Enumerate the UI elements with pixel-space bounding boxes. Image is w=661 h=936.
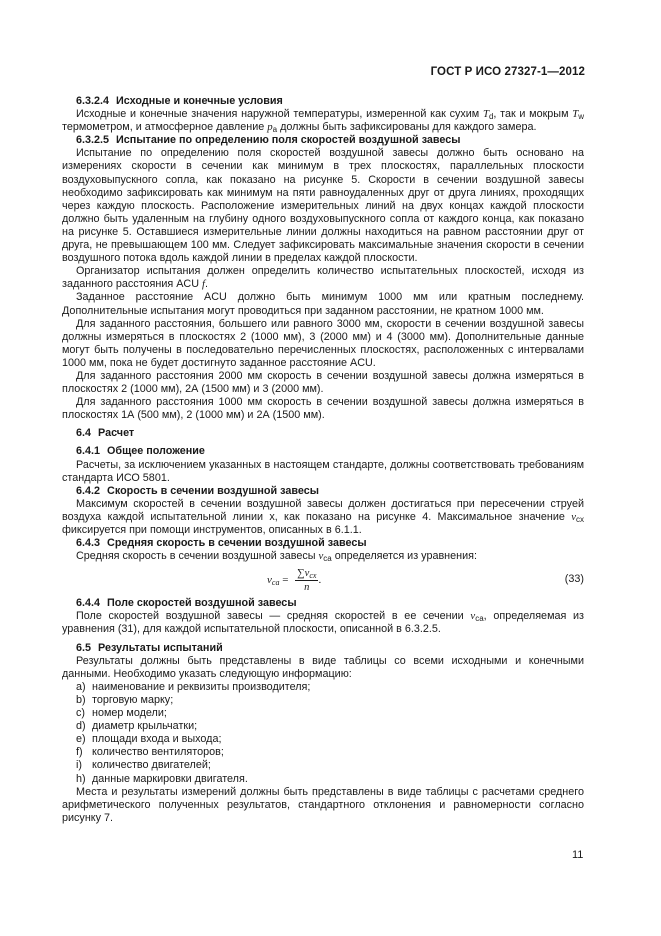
- paragraph: Для заданного расстояния 1000 мм скорость в сечении воздушной завесы должна измеряться в плоскостях 1А (500 мм), 2 (1000 мм) и 2А (1500 мм).: [62, 396, 584, 422]
- text-fragment: Исходные и конечные значения наружной температуры, измеренной как сухим: [76, 108, 480, 121]
- paragraph: Расчеты, за исключением указанных в настоящем стандарте, должны соответствовать требованиям стандарта ИСО 5801.: [62, 458, 584, 484]
- symbol-subscript: ca: [323, 554, 332, 564]
- info-list: [62, 681, 584, 786]
- paragraph: Испытание по определению поля скоростей воздушной завесы должно быть основано на измерениях скорости в сечении как минимум в трех плоскостях, параллельных плоскости воздуховыпускного сопла, как показано на рисунке 5. Скорости в сечении воздушной завесы необходимо зафиксировать как минимум на пяти равноудаленных друг от друга линиях, проходящих через каждую плоскость. Расположение измерительных линий на двух концах каждой плоскости должно быть удаленным на глубину одного воздуховыпускного сопла от каждого конца, как показано на рисунке 5. Оставшиеся измерительные линии должны находиться на равном расстоянии друг от друга, не превышающем 100 мм. Следует зафиксировать максимальные значения скорости в сечении воздушного потока вдоль каждой линии в пределах каждой плоскости.: [62, 147, 584, 265]
- paragraph: [62, 498, 584, 537]
- section-heading: [62, 445, 584, 458]
- paragraph: Для заданного расстояния, большего или равного 3000 мм, скорости в сечении воздушной завесы должны измеряться в плоскостях 2 (1000 мм), 3 (2000 мм) и 4 (3000 мм). Дополнительные данные могут быть получены в последовательно перечисленных плоскостях, расположенных с интервалами 1000 мм, пока не будет достигнуто заданное расстояние ACU.: [62, 317, 584, 369]
- section-title: Испытание по определению поля скоростей воздушной завесы: [116, 134, 461, 147]
- section-number: 6.4.2: [76, 484, 101, 497]
- text-fragment: .: [205, 278, 209, 291]
- fraction-denominator: n: [304, 582, 310, 594]
- section-title: Средняя скорость в сечении воздушной завесы: [107, 537, 367, 550]
- section-title: Общее положение: [107, 445, 205, 458]
- section-number: 6.4: [76, 427, 92, 440]
- text-fragment: Поле скоростей воздушной завесы — средняя скоростей в ее сечении: [76, 610, 464, 623]
- list-item: [76, 681, 584, 694]
- text-fragment: термометром, и атмосферное давление: [62, 121, 265, 134]
- symbol: f: [202, 278, 206, 291]
- list-item: [76, 733, 584, 746]
- list-item: [76, 759, 584, 772]
- equation-lhs: v: [267, 574, 272, 587]
- document-body: [62, 95, 584, 825]
- section-heading: [62, 95, 584, 108]
- numerator-text: ∑v: [297, 568, 310, 580]
- symbol: T: [572, 108, 579, 121]
- paragraph: [62, 610, 584, 636]
- list-item-text: количество двигателей;: [92, 759, 211, 772]
- list-item-text: номер модели;: [92, 707, 167, 720]
- paragraph: [62, 108, 584, 134]
- list-marker: h): [76, 772, 86, 785]
- list-item-text: площади входа и выхода;: [92, 733, 222, 746]
- section-heading: [62, 642, 584, 655]
- section-title: Исходные и конечные условия: [116, 95, 283, 107]
- list-marker: e): [76, 733, 86, 746]
- symbol: v: [318, 550, 324, 563]
- text-fragment: , так и мокрым: [493, 108, 569, 121]
- numerator-subscript: cx: [309, 571, 317, 581]
- section-title: Расчет: [98, 427, 135, 440]
- list-marker: c): [76, 707, 85, 720]
- list-marker: b): [76, 693, 86, 706]
- symbol: p: [267, 121, 273, 134]
- list-marker: f): [76, 746, 83, 759]
- symbol-subscript: a: [272, 125, 278, 135]
- list-item-text: торговую марку;: [92, 693, 174, 706]
- section-title: Результаты испытаний: [98, 641, 223, 654]
- list-item: [76, 746, 584, 759]
- text-fragment: , определяемая из уравнения (31), для каждой испытательной плоскости, описанной в 6.3.2.5.: [62, 610, 585, 636]
- section-number: 6.4.1: [76, 445, 101, 458]
- section-heading: [62, 597, 584, 610]
- equation: [62, 565, 584, 593]
- paragraph: Для заданного расстояния 2000 мм скорость в сечении воздушной завесы должна измеряться в плоскостях 2 (1000 мм), 2А (1500 мм) и 3 (2000 мм).: [62, 369, 584, 396]
- symbol-subscript: w: [578, 112, 585, 122]
- text-fragment: определяется из уравнения:: [334, 550, 477, 563]
- text-fragment: должны быть зафиксированы для каждого замера.: [280, 121, 537, 134]
- symbol: v: [470, 610, 476, 623]
- section-heading: [62, 537, 584, 550]
- list-marker: d): [76, 720, 86, 733]
- paragraph: Результаты должны быть представлены в виде таблицы со всеми исходными и конечными данными. Необходимо указать следующую информацию:: [62, 654, 584, 680]
- text-fragment: Максимум скоростей в сечении воздушной завесы должен достигаться при пересечении струей воздуха каждой испытательной линии x, как показано на рисунке 4. Максимальное значение: [62, 497, 584, 523]
- symbol-subscript: cx: [576, 514, 584, 524]
- paragraph: [62, 265, 584, 291]
- equals-sign: =: [282, 574, 289, 587]
- document-header: ГОСТ Р ИСО 27327-1—2012: [430, 66, 585, 78]
- section-number: 6.5: [76, 641, 92, 654]
- fraction: [295, 567, 318, 594]
- page-number: 11: [572, 849, 584, 861]
- symbol-subscript: ca: [475, 614, 484, 624]
- list-item: [76, 694, 584, 707]
- text-fragment: фиксируется при помощи инструментов, описанных в 6.1.1.: [62, 524, 362, 536]
- list-item-text: количество вентиляторов;: [92, 746, 224, 759]
- list-marker: i): [76, 759, 82, 772]
- list-item: [76, 707, 584, 720]
- section-number: 6.4.4: [76, 597, 101, 610]
- list-item: [76, 720, 584, 733]
- fraction-numerator: [295, 567, 318, 581]
- section-number: 6.4.3: [76, 537, 101, 550]
- list-marker: a): [76, 680, 86, 693]
- section-title: Поле скоростей воздушной завесы: [107, 597, 297, 610]
- section-number: 6.3.2.5: [76, 134, 110, 147]
- section-heading: [62, 485, 584, 498]
- section-number: 6.3.2.4: [76, 95, 110, 107]
- paragraph: [62, 550, 584, 563]
- symbol: T: [482, 108, 489, 121]
- section-title: Скорость в сечении воздушной завесы: [107, 484, 319, 497]
- text-fragment: Организатор испытания должен определить количество испытательных плоскостей, исходя из заданного расстояния ACU: [62, 265, 584, 291]
- paragraph: Заданное расстояние ACU должно быть минимум 1000 мм или кратным последнему. Дополнительные испытания могут проводиться при заданном расстоянии, не кратном 1000 мм.: [62, 291, 584, 317]
- list-item: [76, 773, 584, 786]
- list-item-text: наименование и реквизиты производителя;: [92, 680, 311, 693]
- equation-body: [267, 567, 321, 594]
- equation-lhs-subscript: ca: [271, 578, 280, 588]
- list-item-text: данные маркировки двигателя.: [92, 772, 248, 785]
- text-fragment: Средняя скорость в сечении воздушной завесы: [76, 550, 316, 563]
- equation-number: (33): [564, 573, 584, 586]
- list-item-text: диаметр крыльчатки;: [92, 720, 198, 733]
- section-heading: [62, 134, 584, 147]
- paragraph: Места и результаты измерений должны быть представлены в виде таблицы с расчетами среднего арифметического полученных результатов, стандартного отклонения и равномерности согласно рисунку 7.: [62, 785, 584, 824]
- symbol-subscript: d: [488, 112, 494, 122]
- equation-tail: .: [318, 574, 322, 587]
- symbol: v: [571, 510, 576, 523]
- section-heading: [62, 427, 584, 440]
